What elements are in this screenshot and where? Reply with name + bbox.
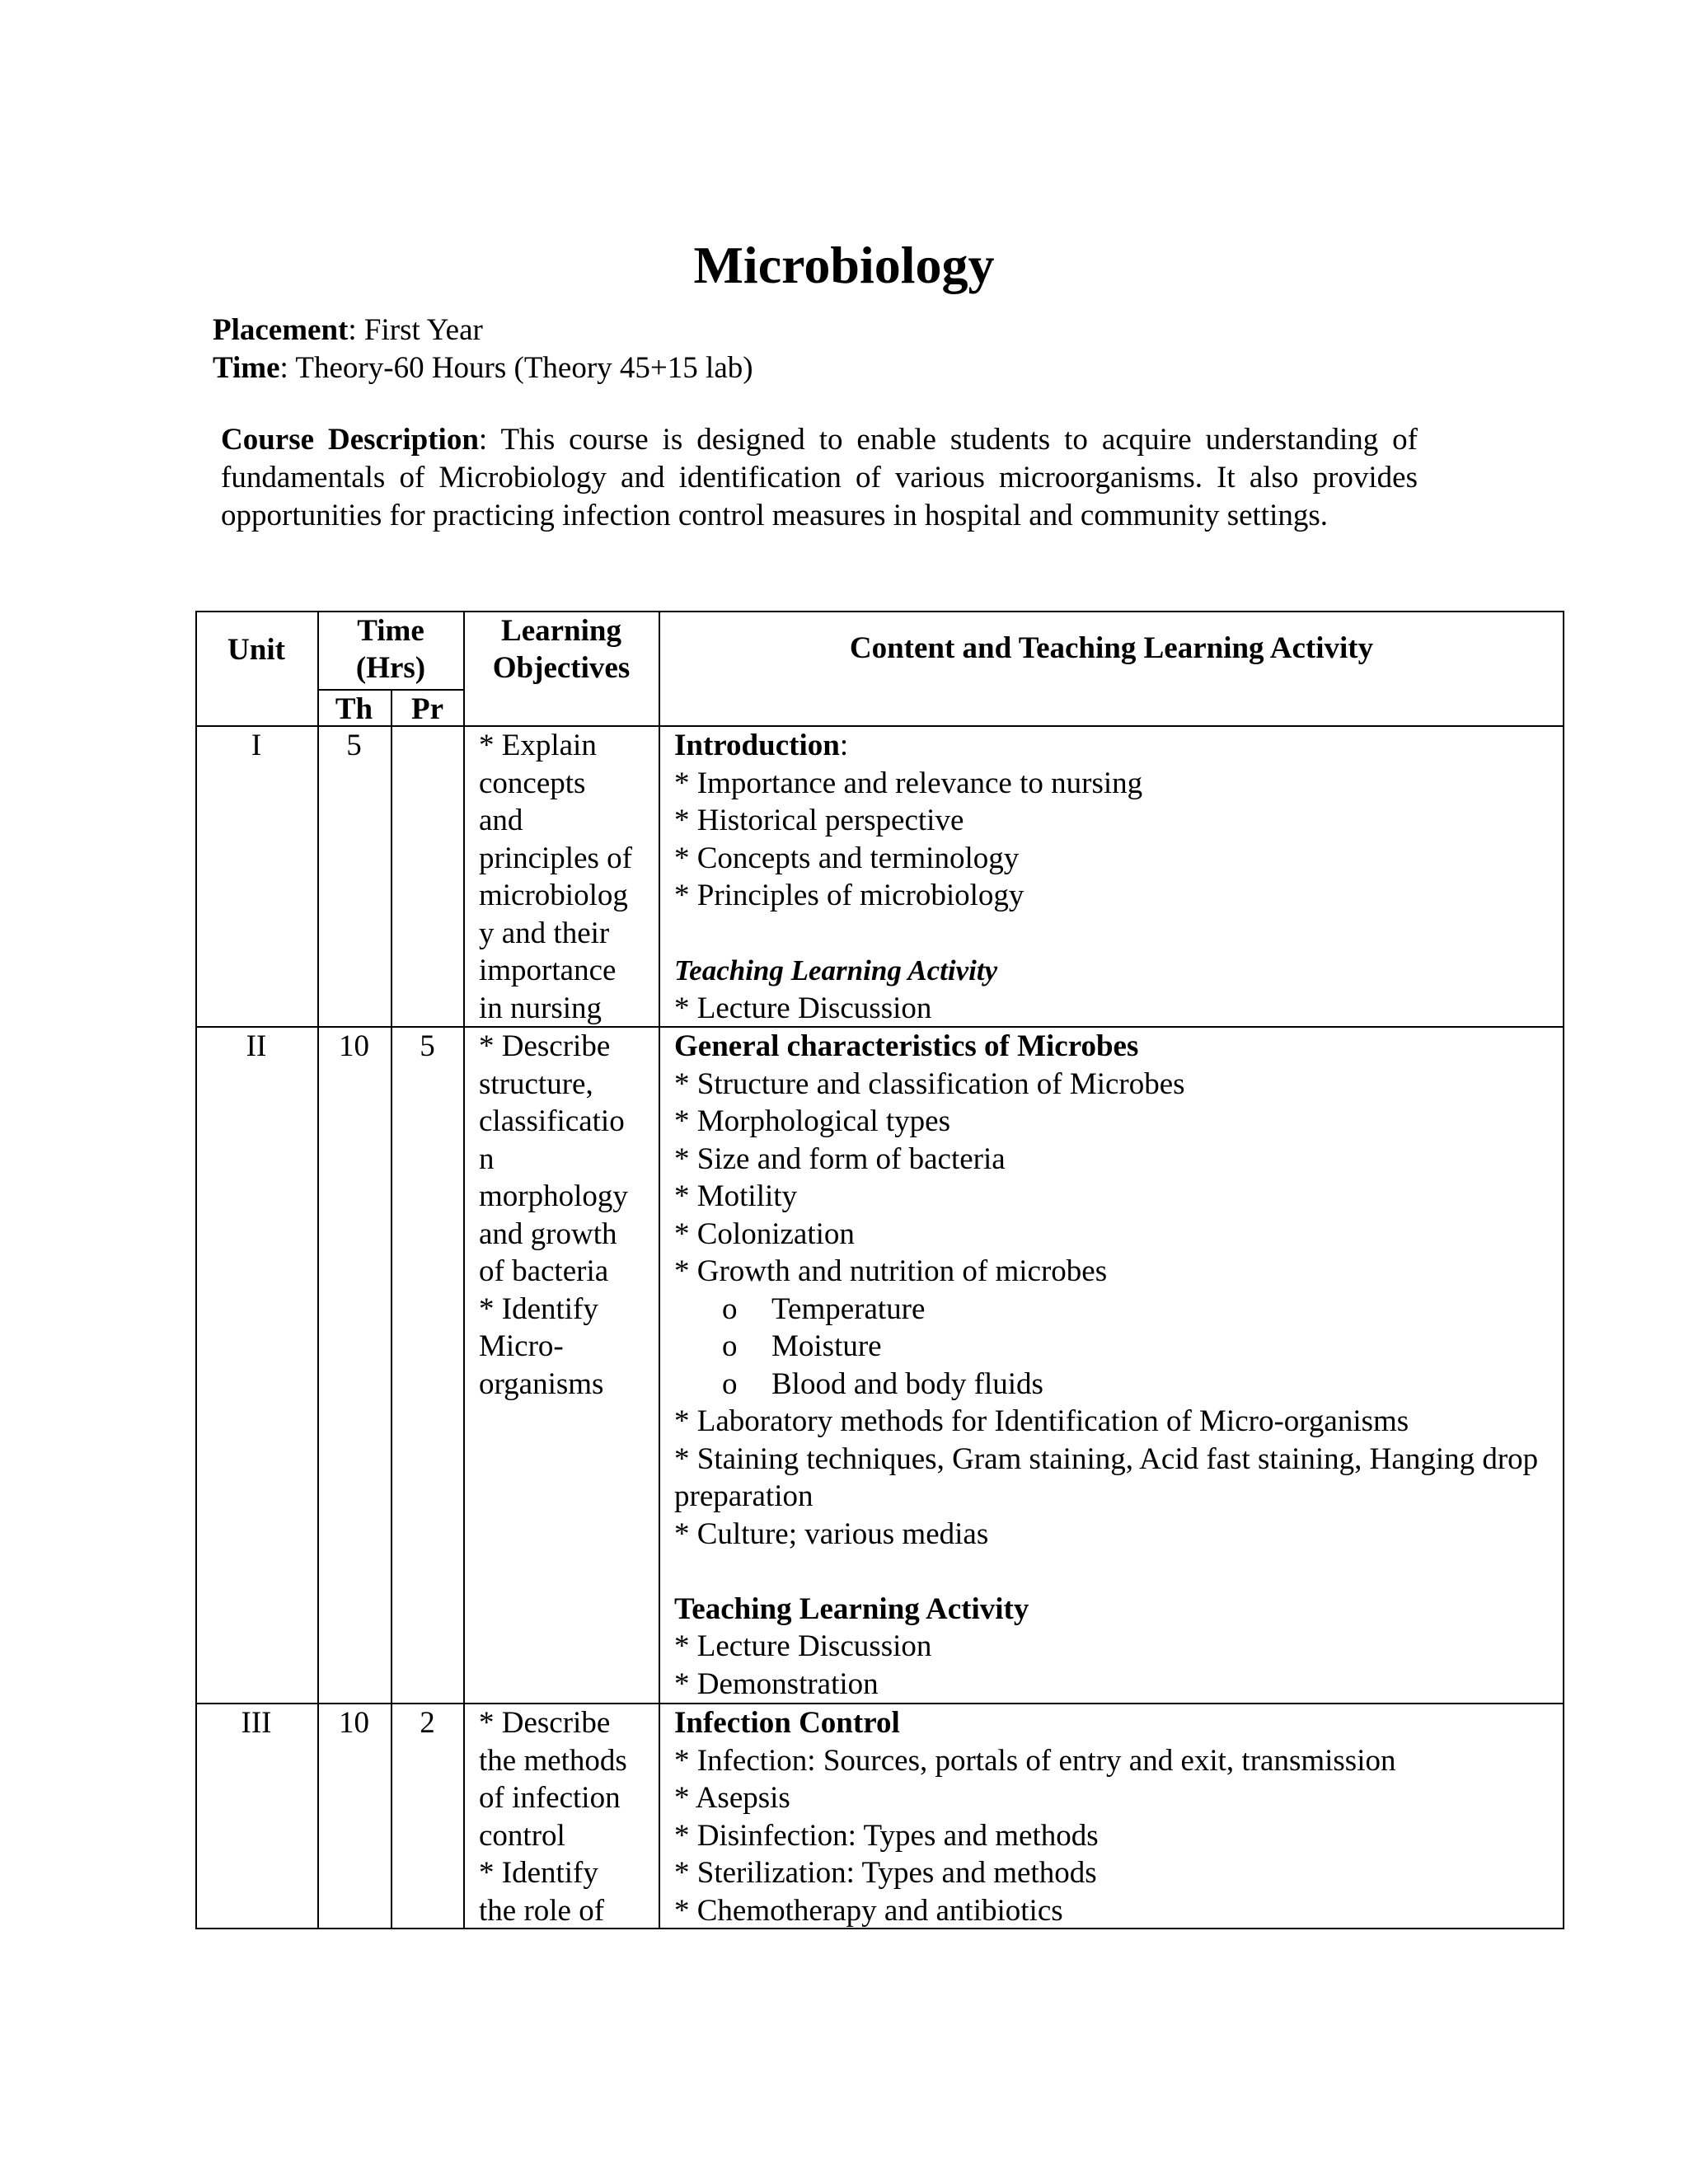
- row3-heading: Infection Control: [674, 1706, 900, 1740]
- row1-objectives: * Explain concepts and principles of microbiolog y and their importance in nursing: [479, 729, 632, 1025]
- row2-item: * Growth and nutrition of microbes: [674, 1254, 1108, 1288]
- course-description-label: Course Description: [221, 423, 479, 457]
- row3-objectives: * Describe the methods of infection control * Identify the role of: [479, 1706, 627, 1928]
- header-content: Content and Teaching Learning Activity: [849, 631, 1374, 665]
- row2-item: * Structure and classification of Microbes: [674, 1066, 1185, 1101]
- row1-content: [674, 727, 1556, 1027]
- header-th: Th: [335, 692, 373, 726]
- row2-sub-item: [674, 1328, 1556, 1366]
- row2-content: [674, 1028, 1556, 1703]
- row1-item: * Concepts and terminology: [674, 841, 1020, 875]
- time-label: Time: [213, 351, 280, 385]
- row2-pr: 5: [420, 1029, 435, 1063]
- header-unit: Unit: [227, 633, 285, 667]
- row1-item: * Historical perspective: [674, 804, 964, 837]
- row1-unit: I: [251, 729, 262, 762]
- row2-activity-heading: Teaching Learning Activity: [674, 1591, 1029, 1626]
- row2-sub-item: [674, 1366, 1556, 1404]
- row1-heading-text: Introduction: [674, 729, 840, 762]
- row2-sub-item-text: Blood and body fluids: [771, 1366, 1043, 1401]
- row2-item: * Culture; various medias: [674, 1516, 989, 1551]
- row3-item: * Sterilization: Types and methods: [674, 1856, 1097, 1890]
- header-pr: Pr: [410, 692, 444, 726]
- row1-activity-item: * Lecture Discussion: [674, 991, 932, 1025]
- row2-sub-item: [674, 1291, 1556, 1329]
- col-divider-th-pr: [391, 689, 392, 1929]
- sub-bullet-icon: o: [722, 1329, 738, 1363]
- row2-activity-item: * Lecture Discussion: [674, 1629, 932, 1663]
- page-title: Microbiology: [693, 236, 995, 294]
- col-divider-objectives: [659, 611, 660, 1929]
- placement-line: [213, 312, 483, 349]
- row2-item: * Morphological types: [674, 1104, 951, 1138]
- row1-heading: [674, 727, 1556, 765]
- course-description: [221, 421, 1418, 535]
- row1-heading-suffix: :: [839, 729, 849, 762]
- header-objectives: Learning Objectives: [492, 614, 631, 685]
- sub-bullet-icon: o: [722, 1291, 738, 1326]
- row2-item: * Motility: [674, 1179, 798, 1213]
- time-line: [213, 349, 753, 387]
- syllabus-table: [195, 611, 1564, 1929]
- row2-item: * Laboratory methods for Identification of Micro-organisms: [674, 1404, 1409, 1438]
- row2-th: 10: [339, 1029, 369, 1063]
- row2-activity-item: * Demonstration: [674, 1666, 879, 1701]
- row2-unit: II: [246, 1029, 267, 1063]
- placement-value: : First Year: [348, 313, 483, 347]
- row3-th: 10: [339, 1706, 369, 1740]
- row1-activity-heading: Teaching Learning Activity: [674, 954, 998, 987]
- row2-heading: General characteristics of Microbes: [674, 1029, 1139, 1063]
- header-time: Time (Hrs): [355, 614, 426, 685]
- sub-bullet-icon: o: [722, 1366, 738, 1401]
- row3-item: * Disinfection: Types and methods: [674, 1818, 1099, 1853]
- row2-objectives: * Describe structure, classificatio n morphology and growth of bacteria * Identify Micro- organisms: [479, 1029, 628, 1401]
- row1-item: * Importance and relevance to nursing: [674, 766, 1143, 800]
- row2-item: * Size and form of bacteria: [674, 1141, 1006, 1176]
- course-description-text: : This course is designed to enable students to acquire understanding of fundamentals of Microbiology and identification of various microorganisms. It also provides opportunities for practicing infection control measures in hospital and community settings.: [221, 423, 1418, 532]
- row1-item: * Principles of microbiology: [674, 879, 1025, 912]
- row3-item: * Asepsis: [674, 1781, 790, 1815]
- row3-pr: 2: [420, 1706, 435, 1740]
- row1-th: 5: [346, 729, 362, 762]
- table-border-right: [1563, 611, 1564, 1929]
- time-value: : Theory-60 Hours (Theory 45+15 lab): [279, 351, 753, 385]
- row3-content: [674, 1704, 1556, 1929]
- placement-label: Placement: [213, 313, 349, 347]
- row2-item: * Colonization: [674, 1216, 855, 1251]
- row3-item: * Infection: Sources, portals of entry and exit, transmission: [674, 1743, 1396, 1778]
- row2-item: * Staining techniques, Gram staining, Acid fast staining, Hanging drop preparation: [674, 1441, 1539, 1513]
- row2-sub-item-text: Temperature: [771, 1291, 926, 1326]
- row3-item: * Chemotherapy and antibiotics: [674, 1893, 1063, 1928]
- row3-unit: III: [241, 1706, 272, 1740]
- row2-sub-item-text: Moisture: [771, 1329, 882, 1363]
